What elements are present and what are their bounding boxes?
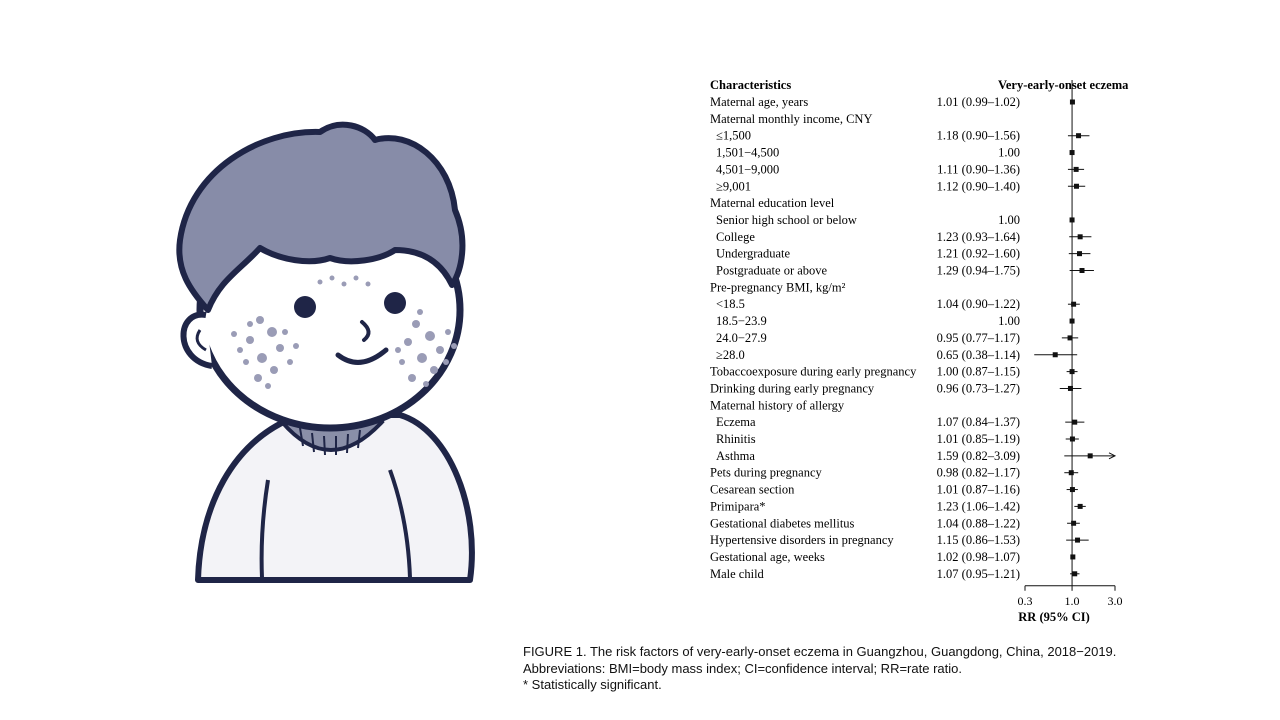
row-label: ≤1,500 [716,128,751,143]
right-eye [384,292,406,314]
row-label: Gestational diabetes mellitus [710,516,855,531]
row-value: 1.15 (0.86–1.53) [936,533,1020,548]
rr-point [1076,133,1081,138]
rr-point [1088,453,1093,458]
child-with-eczema-illustration [150,110,490,590]
row-label: ≥28.0 [716,347,745,362]
rr-point [1069,470,1074,475]
row-value: 0.96 (0.73–1.27) [936,381,1020,396]
row-label: Tobaccoexposure during early pregnancy [710,364,917,379]
row-value: 1.04 (0.88–1.22) [936,516,1020,531]
forest-rows [710,95,1020,581]
row-label: 18.5−23.9 [716,314,767,329]
row-value: 1.00 (0.87–1.15) [936,364,1020,379]
caption-line-3: * Statistically significant. [523,677,662,692]
rr-point [1078,504,1083,509]
row-label: Primipara* [710,499,766,514]
row-value: 1.07 (0.84–1.37) [936,415,1020,430]
row-label: Rhinitis [716,432,756,446]
row-value: 1.01 (0.87–1.16) [936,482,1020,497]
row-label: Hypertensive disorders in pregnancy [710,533,894,548]
row-label: Senior high school or below [716,212,857,227]
row-label: Cesarean section [710,482,795,497]
row-label: Undergraduate [716,246,791,261]
row-label: College [716,229,755,244]
x-tick-label: 0.3 [1017,593,1033,608]
rr-point [1075,538,1080,543]
row-value: 0.95 (0.77–1.17) [936,330,1020,345]
row-value: 0.65 (0.38–1.14) [936,347,1020,362]
row-label: Eczema [716,415,756,430]
row-label: <18.5 [716,297,745,312]
row-label: Maternal age, years [710,95,809,109]
header-characteristics: Characteristics [710,78,792,92]
rr-point [1080,268,1085,273]
row-label: Gestational age, weeks [710,549,825,564]
x-tick-label: 3.0 [1107,593,1123,608]
row-value: 1.01 (0.99–1.02) [936,95,1020,109]
forest-marks [1034,100,1115,577]
row-label: 4,501−9,000 [716,162,780,177]
rr-point [1072,571,1077,576]
x-tick-label: 1.0 [1064,593,1080,608]
row-value: 1.12 (0.90–1.40) [936,179,1020,194]
row-label: ≥9,001 [716,179,751,194]
row-label: 1,501−4,500 [716,145,780,160]
row-value: 1.23 (1.06–1.42) [936,499,1020,514]
left-eye [294,296,316,318]
row-value: 1.00 [998,212,1020,227]
x-axis [1018,80,1123,608]
x-axis-title: RR (95% CI) [1018,609,1090,624]
row-label: Postgraduate or above [716,263,828,278]
row-label: 24.0−27.9 [716,330,767,345]
row-value: 1.21 (0.92–1.60) [936,246,1020,261]
rr-point [1072,420,1077,425]
forest-plot [700,70,1170,630]
row-label: Asthma [716,448,755,463]
row-label: Maternal monthly income, CNY [710,111,873,126]
rr-point [1078,234,1083,239]
row-value: 1.18 (0.90–1.56) [936,128,1020,143]
rr-point [1070,554,1075,559]
caption-line-2: Abbreviations: BMI=body mass index; CI=confidence interval; RR=rate ratio. [523,660,962,676]
row-label: Maternal history of allergy [710,398,845,413]
row-value: 1.07 (0.95–1.21) [936,566,1020,581]
caption-line-1: FIGURE 1. The risk factors of very-early-onset eczema in Guangzhou, Guangdong, China, 2018−2019. [523,644,1117,659]
row-value: 1.29 (0.94–1.75) [936,263,1020,278]
row-value: 1.00 [998,314,1020,329]
figure-caption [523,644,1243,694]
row-value: 1.02 (0.98–1.07) [936,549,1020,564]
row-value: 1.23 (0.93–1.64) [936,229,1020,244]
row-value: 1.11 (0.90–1.36) [937,162,1020,177]
row-value: 1.59 (0.82–3.09) [936,448,1020,463]
rr-point [1074,167,1079,172]
row-label: Drinking during early pregnancy [710,381,875,396]
rr-point [1077,251,1082,256]
header-outcome: Very-early-onset eczema [998,78,1129,92]
rr-point [1074,184,1079,189]
row-value: 1.04 (0.90–1.22) [936,297,1020,312]
row-value: 0.98 (0.82–1.17) [936,465,1020,480]
row-value: 1.00 [998,145,1020,160]
row-value: 1.01 (0.85–1.19) [936,432,1020,446]
rr-point [1053,352,1058,357]
row-label: Male child [710,566,764,581]
row-label: Maternal education level [710,196,835,211]
row-label: Pre-pregnancy BMI, kg/m² [710,280,846,295]
row-label: Pets during pregnancy [710,465,822,480]
